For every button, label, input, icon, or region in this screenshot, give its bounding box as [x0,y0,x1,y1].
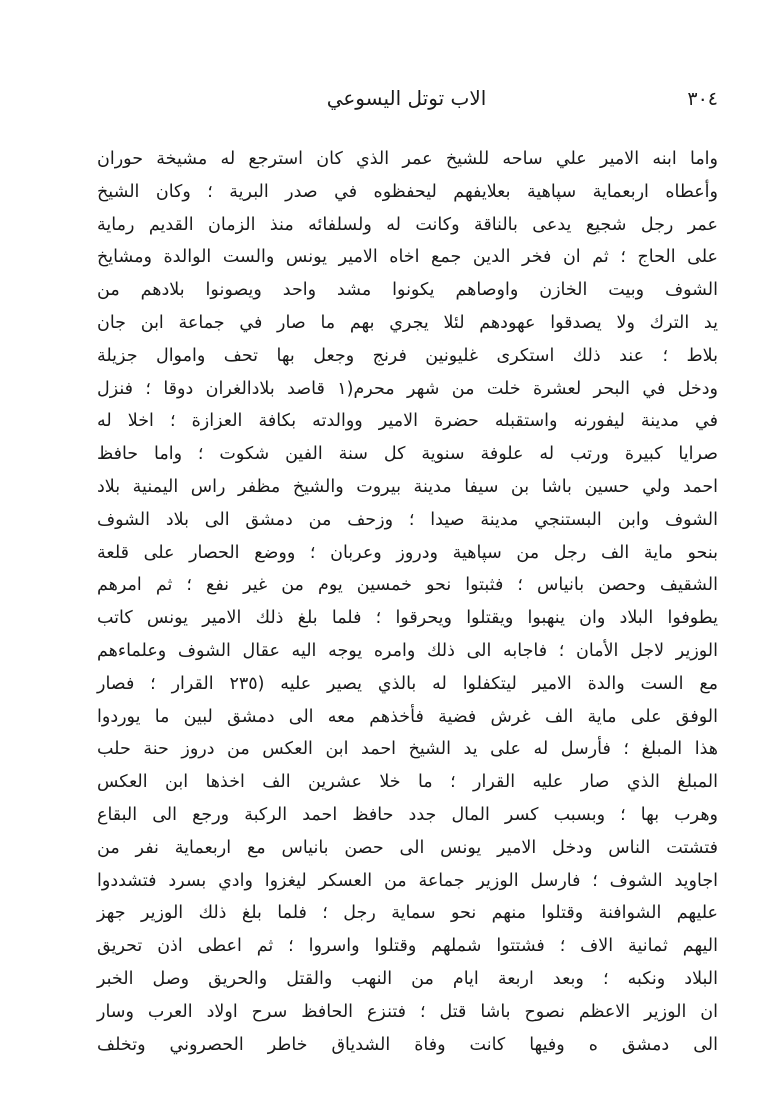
text-line-content: على الحاج ؛ ثم ان فخر الدين جمع اخاه الامير يونس والست الوالدة ومشايخ [97,247,718,268]
text-line-content: في مدينة ليفورنه واستقبله حضرة الامير ووالدته بكافة العزازة ؛ اخلا له [97,411,718,432]
text-line [97,930,718,963]
text-line [97,832,718,865]
text-line-content: الشوف وابن البستنجي مدينة صيدا ؛ وزحف من دمشق الى بلاد الشوف [97,509,718,530]
text-line [97,701,718,734]
text-line-content: المبلغ الذي صار عليه القرار ؛ ما خلا عشرين الف اخذها ابن العكس [97,772,718,793]
text-line-content: واما ابنه الامير علي ساحه للشيخ عمر الذي كان استرجع له مشيخة حوران [97,149,718,169]
text-line [97,865,718,898]
text-line-content: فتشتت الناس ودخل الامير يونس الى حصن بانياس مع اربعماية نفر من [97,837,718,858]
text-line-content: وهرب بها ؛ وبسبب كسر المال جدد حافظ احمد الركبة ورجع الى البقاع [97,804,718,825]
text-line [97,635,718,668]
text-line [97,1029,718,1062]
page-header [95,86,718,120]
text-line-content: هذا المبلغ ؛ فأرسل له على يد الشيخ احمد ابن العكس من دروز حنة حلب [97,739,718,760]
text-line [97,963,718,996]
text-line [97,143,718,176]
text-line-content: الشوف وبيت الخازن واوصاهم يكونوا مشد واحد ويصونوا بلادهم من [97,280,718,301]
running-title: الاب توتل اليسوعي [326,86,487,110]
text-line-content: الى دمشق ه وفيها كانت وفاة الشدياق خاطر الحصروني وتخلف [97,1034,718,1055]
text-line-content: اجاويد الشوف ؛ فارسل الوزير جماعة من العسكر ليغزوا وادي بسرد فتشددوا [97,870,718,891]
text-line [97,668,718,701]
text-line [97,799,718,832]
text-line [97,504,718,537]
text-line-content: اليهم ثمانية الاف ؛ فشتتوا شملهم وقتلوا واسروا ؛ ثم اعطى اذن تحريق [97,936,718,957]
text-line [97,602,718,635]
text-line-content: عليهم الشوافنة وقتلوا منهم نحو سماية رجل ؛ فلما بلغ ذلك الوزير جهز [97,903,718,924]
text-line [97,274,718,307]
text-line-content: البلاد ونكبه ؛ وبعد اربعة ايام من النهب والقتل والحريق وصل الخبر [97,968,718,989]
text-line-content: صرايا كبيرة ورتب له علوفة سنوية كل سنة الفين شكوت ؛ واما حافظ [97,444,718,465]
text-line [97,438,718,471]
text-line-content: الوفق على ماية الف غرش فضية فأخذهم معه الى دمشق لبين ما يوردوا [97,706,718,727]
page-number: ٣٠٤ [687,88,718,110]
text-line-content: ودخل في البحر لعشرة خلت من شهر محرم(١ قاصد بلادالغران دوقا ؛ فنزل [97,378,718,399]
text-line-content: الشقيف وحصن بانياس ؛ فثبتوا نحو خمسين يوم من غير نفع ؛ ثم امرهم [97,575,718,596]
body-text [97,143,718,1061]
text-line-content: يد الترك ولا يصدقوا عهودهم لئلا يجري بهم ما صار في جماعة ابن جان [97,312,718,333]
text-line [97,569,718,602]
text-line [97,996,718,1029]
text-line [97,307,718,340]
text-line-content: وأعطاه اربعماية سپاهية بعلايفهم ليحفظوه في صدر البرية ؛ وكان الشيخ [97,181,718,202]
text-line-content: بنحو ماية الف رجل من سپاهية ودروز وعربان ؛ ووضع الحصار على قلعة [97,542,718,563]
text-line [97,405,718,438]
text-line-content: ان الوزير الاعظم نصوح باشا قتل ؛ فتنزع الحافظ سرح اولاد العرب وسار [97,1001,718,1022]
text-line-content: مع الست والدة الامير ليتكفلوا له بالذي يصير عليه (٢٣٥ القرار ؛ فصار [97,673,719,694]
text-line-content: يطوفوا البلاد وان ينهبوا ويقتلوا ويحرقوا ؛ فلما بلغ ذلك الامير يونس كاتب [97,608,718,629]
text-line-content: عمر رجل شجيع يدعى بالناقة وكانت له ولسلفائه منذ الزمان القديم رماية [97,214,718,235]
text-line-content: الوزير لاجل الأمان ؛ فاجابه الى ذلك وامره يوجه اليه عقال الشوف وعلماءهم [97,640,718,661]
text-line [97,340,718,373]
text-line-content: بلاط ؛ عند ذلك استكرى غليونين فرنج وجعل بها تحف واموال جزيلة [97,345,718,366]
text-line [97,209,718,242]
text-line-content: احمد ولي حسين باشا بن سيفا مدينة بيروت والشيخ مظفر راس اليمنية بلاد [97,476,718,497]
text-line [97,241,718,274]
text-line [97,471,718,504]
text-line [97,897,718,930]
text-line [97,176,718,209]
text-line [97,733,718,766]
text-line [97,766,718,799]
text-line [97,537,718,570]
text-line [97,373,718,406]
